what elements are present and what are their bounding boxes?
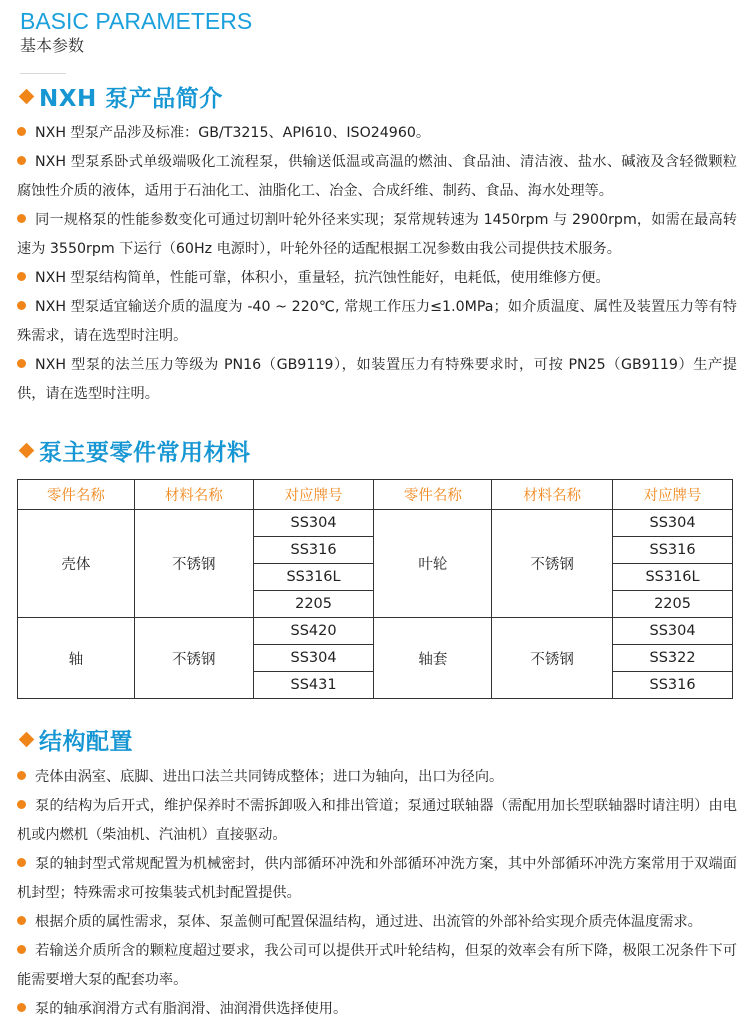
grade-cell: SS431 [253,672,374,699]
list-item: 泵的轴封型式常规配置为机械密封，供内部循环冲洗和外部循环冲洗方案，其中外部循环冲洗方案常用于双端面机封型；特殊需求可按集装式机封配置提供。 [17,856,737,901]
part-name-cell: 轴 [18,618,135,699]
bullet-dot-icon [17,272,26,281]
header-divider [20,73,66,74]
grade-cell: 2205 [613,591,733,618]
list-item: 若输送介质所含的颗粒度超过要求，我公司可以提供开式叶轮结构，但泵的效率会有所下降，极限工况条件下可能需要增大泵的配套功率。 [17,943,737,988]
section-structure-title [18,724,133,754]
section-materials-title-text: 泵主要零件常用材料 [39,439,251,466]
grade-cell: SS322 [613,645,733,672]
material-cell: 不锈钢 [134,618,253,699]
list-item: 泵的轴承润滑方式有脂润滑、油润滑供选择使用。 [17,995,737,1024]
bullet-dot-icon [17,916,26,925]
bullet-dot-icon [17,301,26,310]
list-item: 泵的结构为后开式，维护保养时不需拆卸吸入和排出管道；泵通过联轴器（需配用加长型联轴器时请注明）由电机或内燃机（柴油机、汽油机）直接驱动。 [17,798,737,843]
table-row [18,618,733,645]
bullet-dot-icon [17,214,26,223]
page-header [20,8,252,57]
grade-cell: SS304 [253,645,374,672]
section-materials-title [18,435,251,465]
bullet-dot-icon [17,359,26,368]
bullet-dot-icon [17,858,26,867]
grade-cell: SS316 [253,537,374,564]
list-item: 壳体由涡室、底脚、进出口法兰共同铸成整体；进口为轴向，出口为径向。 [17,763,737,792]
section-intro-title-text: NXH 泵产品简介 [39,85,223,112]
list-item: NXH 型泵适宜输送介质的温度为 -40 ~ 220℃, 常规工作压力≤1.0MPa；如介质温度、属性及装置压力等有特殊需求，请在选型时注明。 [17,299,737,344]
bullet-dot-icon [17,771,26,780]
list-item: NXH 型泵结构简单，性能可靠，体积小，重量轻，抗汽蚀性能好，电耗低，使用维修方便。 [17,264,737,293]
column-header: 材料名称 [134,480,253,510]
grade-cell: SS304 [613,618,733,645]
list-item: 同一规格泵的性能参数变化可通过切割叶轮外径来实现；泵常规转速为 1450rpm 与 2900rpm，如需在最高转速为 3550rpm 下运行（60Hz 电源时），叶轮外径的适配根据工况参数由我公司提供技术服务。 [17,212,737,257]
grade-cell: SS304 [613,510,733,537]
diamond-icon [19,442,35,458]
materials-table [17,479,733,699]
material-cell: 不锈钢 [134,510,253,618]
bullet-dot-icon [17,945,26,954]
diamond-icon [19,731,35,747]
column-header: 材料名称 [492,480,613,510]
list-item: NXH 型泵的法兰压力等级为 PN16（GB9119），如装置压力有特殊要求时，可按 PN25（GB9119）生产提供，请在选型时注明。 [17,357,737,402]
part-name-cell: 叶轮 [374,510,492,618]
column-header: 对应牌号 [253,480,374,510]
list-item: NXH 型泵系卧式单级端吸化工流程泵，供输送低温或高温的燃油、食品油、清洁液、盐水、碱液及含轻微颗粒腐蚀性介质的液体，适用于石油化工、油脂化工、冶金、合成纤维、制药、食品、海水处理等。 [17,154,737,199]
grade-cell: 2205 [253,591,374,618]
diamond-icon [19,88,35,104]
list-item: 根据介质的属性需求，泵体、泵盖侧可配置保温结构，通过进、出流管的外部补给实现介质壳体温度需求。 [17,908,737,937]
structure-list [17,763,737,1024]
grade-cell: SS420 [253,618,374,645]
material-cell: 不锈钢 [492,510,613,618]
grade-cell: SS304 [253,510,374,537]
intro-list [17,119,737,409]
section-intro-title [18,81,223,111]
bullet-dot-icon [17,1003,26,1012]
part-name-cell: 壳体 [18,510,135,618]
bullet-dot-icon [17,127,26,136]
header-title-en: BASIC PARAMETERS [20,8,253,34]
column-header: 零件名称 [18,480,135,510]
table-header-row [18,480,733,510]
material-cell: 不锈钢 [492,618,613,699]
grade-cell: SS316 [613,672,733,699]
header-title-cn: 基本参数 [20,36,85,55]
bullet-dot-icon [17,800,26,809]
part-name-cell: 轴套 [374,618,492,699]
section-structure-title-text: 结构配置 [39,728,133,755]
column-header: 对应牌号 [613,480,733,510]
grade-cell: SS316L [613,564,733,591]
table-row [18,510,733,537]
grade-cell: SS316L [253,564,374,591]
list-item: NXH 型泵产品涉及标准：GB/T3215、API610、ISO24960。 [17,119,737,148]
bullet-dot-icon [17,156,26,165]
column-header: 零件名称 [374,480,492,510]
grade-cell: SS316 [613,537,733,564]
